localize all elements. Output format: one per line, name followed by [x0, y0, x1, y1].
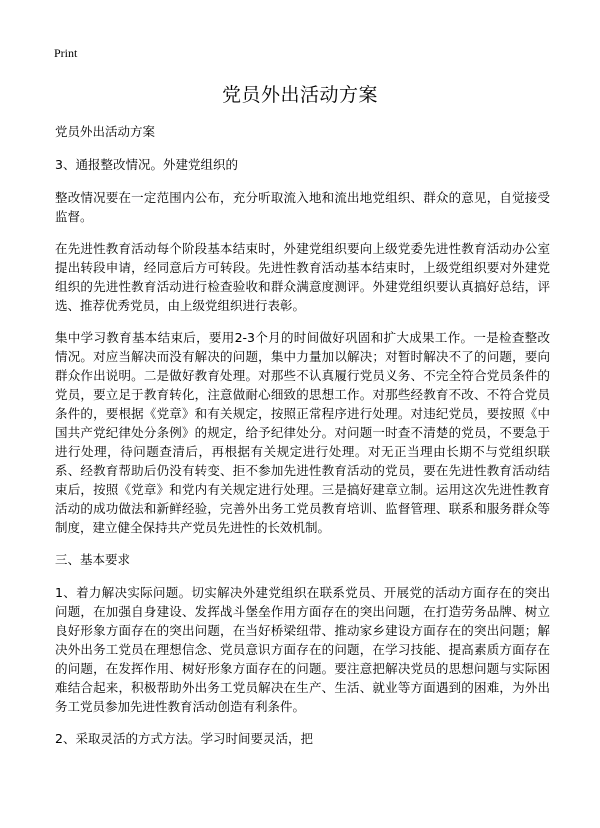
paragraph-stage-transition: 在先进性教育活动每个阶段基本结束时，外建党组织要向上级党委先进性教育活动办公室提出转段申请，经同意后方可转段。先进性教育活动基本结束时，上级党组织要对外建党组织的先进性教育活动进行检查验收和群众满意度测评。外建党组织要认真搞好总结，评选、推荐优秀党员，由上级党组织进行表彰。 — [55, 241, 550, 313]
print-link[interactable]: Print — [54, 46, 78, 60]
document-title: 党员外出活动方案 — [221, 84, 378, 106]
paragraph-requirement-2: 2、采取灵活的方式方法。学习时间要灵活，把 — [55, 731, 313, 746]
paragraph-section-3: 3、通报整改情况。外建党组织的 — [55, 157, 238, 172]
section-heading-basic-requirements: 三、基本要求 — [55, 552, 131, 567]
paragraph-subtitle: 党员外出活动方案 — [55, 124, 156, 139]
paragraph-rectification: 整改情况要在一定范围内公布，充分听取流入地和流出地党组织、群众的意见，自觉接受监督。 — [55, 190, 550, 224]
document-body — [55, 122, 550, 761]
paragraph-consolidation: 集中学习教育基本结束后，要用2-3个月的时间做好巩固和扩大成果工作。一是检查整改情况。对应当解决而没有解决的问题，集中力量加以解决；对暂时解决不了的问题，要向群众作出说明。二是做好教育处理。对那些不认真履行党员义务、不完全符合党员条件的党员，要立足于教育转化，注意做耐心细致的思想工作。对那些经教育不改、不符合党员条件的，要根据《党章》和有关规定，按照正常程序进行处理。对违纪党员，要按照《中国共产党纪律处分条例》的规定，给予纪律处分。对问题一时查不清楚的党员，不要急于进行处理，待问题查清后，再根据有关规定进行处理。对无正当理由长期不与党组织联系、经教育帮助后仍没有转变、拒不参加先进性教育活动的党员，要在先进性教育活动结束后，按照《党章》和党内有关规定进行处理。三是搞好建章立制。运用这次先进性教育活动的成功做法和新鲜经验，完善外出务工党员教育培训、监督管理、联系和服务群众等制度，建立健全保持共产党员先进性的长效机制。 — [55, 330, 550, 535]
paragraph-requirement-1: 1、着力解决实际问题。切实解决外建党组织在联系党员、开展党的活动方面存在的突出问题，在加强自身建设、发挥战斗堡垒作用方面存在的突出问题，在打造劳务品牌、树立良好形象方面存在的突出问题，在当好桥梁纽带、推动家乡建设方面存在的突出问题；解决外出务工党员在理想信念、党员意识方面存在的问题，在学习技能、提高素质方面存在的问题，在发挥作用、树好形象方面存在的问题。要注意把解决党员的思想问题与实际困难结合起来，积极帮助外出务工党员解决在生产、生活、就业等方面遇到的困难，为外出务工党员参加先进性教育活动创造有利条件。 — [55, 585, 550, 714]
